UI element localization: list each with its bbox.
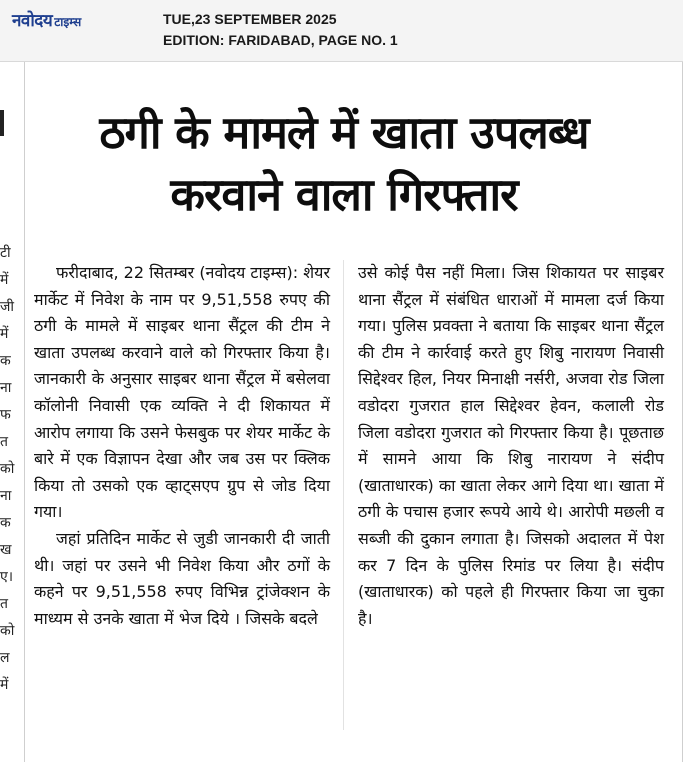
edge-fragment: त bbox=[0, 434, 8, 450]
adjacent-column-edge-mark bbox=[0, 110, 4, 136]
body-paragraph: फरीदाबाद, 22 सितम्बर (नवोदय टाइम्स): शेयर मार्केट में निवेश के नाम पर 9,51,558 रुपए की ठगी के मामले में साइबर थाना सैंट्रल की टीम ने खाता उपलब्ध करवाने वाले को गिरफ्तार किया है। जानकारी के अनुसार साइबर थाना सैंट्रल में बसेलवा कॉलोनी निवासी एक व्यक्ति ने दी शिकायत में आरोप लगाया कि उसने फेसबुक पर शेयर मार्केट के बारे में एक विज्ञापन देखा और जब उस पर क्लिक किया तो उसको एक व्हाट्सएप ग्रुप से जोड दिया गया। bbox=[34, 263, 330, 522]
edge-fragment: ए। bbox=[0, 569, 14, 585]
newspaper-header bbox=[0, 0, 683, 62]
edge-fragment: टी bbox=[0, 245, 11, 261]
edge-fragment: ल bbox=[0, 650, 10, 666]
edge-fragment: ना bbox=[0, 380, 12, 396]
headline-line-1: ठगी के मामले में खाता उपलब्ध bbox=[99, 106, 589, 159]
navodaya-times-logo[interactable] bbox=[12, 8, 81, 34]
date-line: TUE,23 SEPTEMBER 2025 bbox=[163, 11, 337, 27]
headline-line-2: करवाने वाला गिरफ्तार bbox=[170, 168, 518, 221]
edge-fragment: ख bbox=[0, 542, 12, 558]
edge-fragment: त bbox=[0, 596, 8, 612]
edition-line: EDITION: FARIDABAD, PAGE NO. 1 bbox=[163, 32, 398, 48]
adjacent-column-fragments bbox=[0, 240, 22, 699]
edge-fragment: को bbox=[0, 461, 15, 477]
body-paragraph: जहां प्रतिदिन मार्केट से जुडी जानकारी दी जाती थी। जहां पर उसने भी निवेश किया और ठगों के कहने पर 9,51,558 रुपए विभिन्न ट्रांजेक्शन के माध्यम से उनके खाता में भेज दिये । जिसके बदले bbox=[34, 528, 330, 628]
article-headline bbox=[24, 102, 664, 226]
edge-fragment: में bbox=[0, 326, 9, 342]
article-column-1 bbox=[34, 260, 330, 632]
edge-fragment: ना bbox=[0, 488, 12, 504]
edge-fragment: को bbox=[0, 623, 15, 639]
article-clipping bbox=[0, 62, 683, 762]
edge-fragment: क bbox=[0, 353, 11, 369]
article-column-2 bbox=[358, 260, 664, 632]
edge-fragment: फ bbox=[0, 407, 11, 423]
edition-info bbox=[163, 9, 398, 51]
edge-fragment: में bbox=[0, 272, 9, 288]
edge-fragment: क bbox=[0, 515, 11, 531]
logo-sub-text: टाइम्स bbox=[54, 15, 82, 29]
body-paragraph: उसे कोई पैस नहीं मिला। जिस शिकायत पर साइबर थाना सैंट्रल में संबंधित धाराओं में मामला दर्ज किया गया। पुलिस प्रवक्ता ने बताया कि साइबर थाना सैंट्रल की टीम ने कार्रवाई करते हुए शिबु नारायण निवासी सिद्देश्वर हिल, नियर मिनाक्षी नर्सरी, अजवा रोड जिला वडोदरा गुजरात हाल सिद्देश्वर हेवन, कलाली रोड जिला वडोदरा गुजरात को गिरफ्तार किया है। पूछताछ में सामने आया कि शिबु नारायण ने संदीप (खाताधारक) का खाता लेकर आगे दिया था। खाता में ठगी के पचास हजार रूपये आये थे। आरोपी मछली व सब्जी की दुकान लगाता है। जिसको अदालत में पेश कर 7 दिन के पुलिस रिमांड पर लिया है। संदीप (खाताधारक) को पहले ही गिरफ्तार किया जा चुका है। bbox=[358, 263, 664, 628]
logo-main-text: नवोदय bbox=[12, 11, 53, 31]
edge-fragment: में bbox=[0, 677, 9, 693]
column-divider bbox=[343, 260, 344, 730]
edge-fragment: जी bbox=[0, 299, 15, 315]
